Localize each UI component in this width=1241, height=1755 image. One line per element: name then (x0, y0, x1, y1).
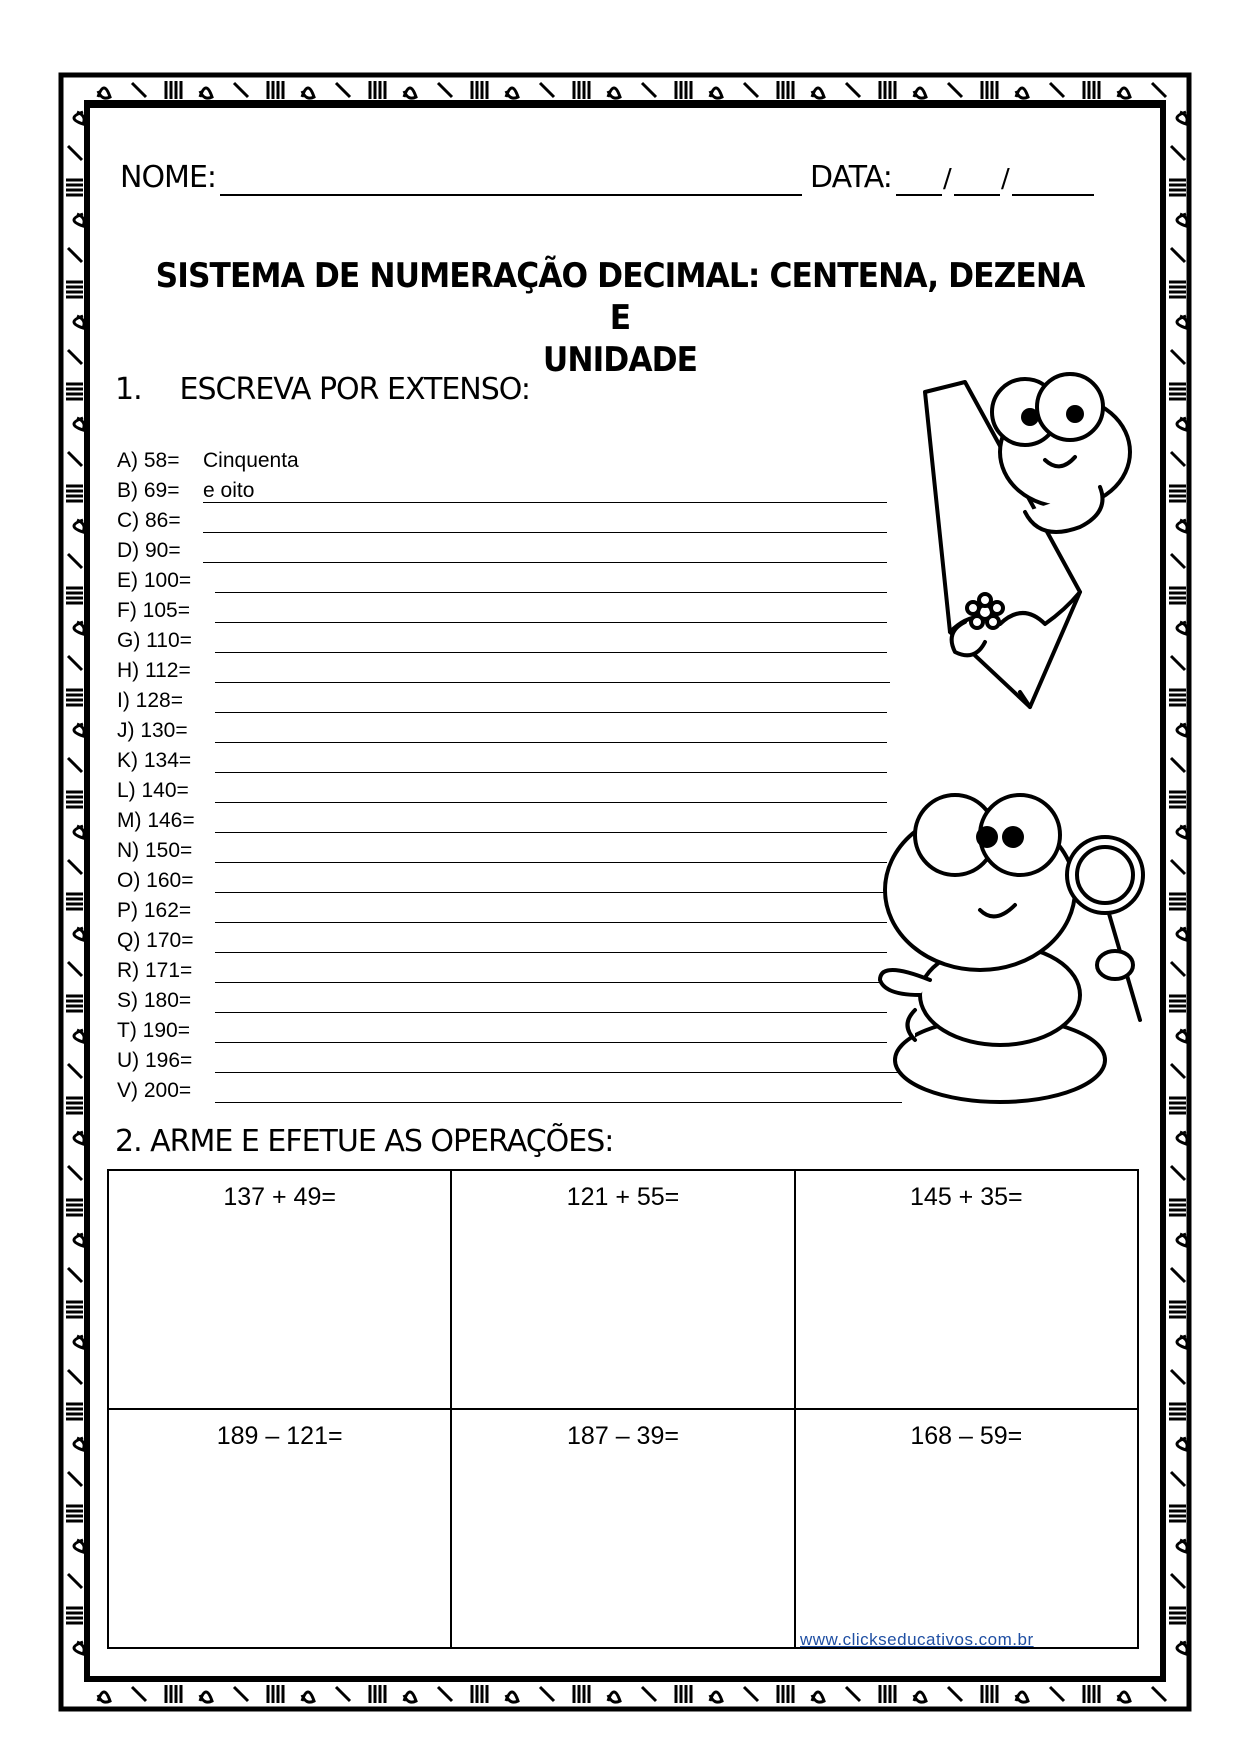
operation-label: 187 – 39= (567, 1422, 679, 1450)
item-label: U) 196= (117, 1049, 193, 1072)
website-link[interactable]: www.clickseducativos.com.br (800, 1630, 1034, 1649)
operations-table (107, 1169, 1139, 1649)
item-label: J) 130= (117, 719, 188, 742)
section-2-heading: 2. ARME E EFETUE AS OPERAÇÕES: (115, 1124, 614, 1159)
answer-line[interactable] (215, 652, 887, 653)
item-label: R) 171= (117, 959, 193, 982)
header-row (120, 160, 1120, 200)
answer-line[interactable] (215, 802, 887, 803)
operation-cell[interactable] (108, 1409, 451, 1648)
item-label: V) 200= (117, 1079, 192, 1102)
item-label: M) 146= (117, 809, 195, 832)
item-label: Q) 170= (117, 929, 194, 952)
date-day-field[interactable] (896, 194, 942, 196)
answer-line[interactable] (215, 1102, 902, 1103)
operation-cell[interactable] (795, 1409, 1138, 1648)
item-label: O) 160= (117, 869, 194, 892)
answer-line[interactable] (215, 982, 887, 983)
item-label: P) 162= (117, 899, 192, 922)
date-separator: / (1001, 164, 1009, 194)
answer-line[interactable] (215, 1042, 887, 1043)
operation-label: 137 + 49= (223, 1183, 336, 1211)
item-answer: Cinquenta e oito (203, 449, 299, 502)
answer-line[interactable] (215, 1072, 902, 1073)
operation-cell[interactable] (451, 1170, 794, 1409)
item-label: T) 190= (117, 1019, 190, 1042)
item-label: I) 128= (117, 689, 183, 712)
answer-line[interactable] (215, 592, 887, 593)
section-1-heading (115, 372, 530, 407)
answer-line[interactable] (215, 622, 887, 623)
answer-line[interactable] (215, 952, 887, 953)
answer-line[interactable] (215, 712, 887, 713)
operation-label: 189 – 121= (216, 1422, 343, 1450)
operation-label: 168 – 59= (910, 1422, 1023, 1450)
item-label: N) 150= (117, 839, 193, 862)
answer-line[interactable] (203, 562, 887, 563)
bug-with-magnifier-illustration (860, 780, 1155, 1110)
answer-line[interactable] (215, 742, 887, 743)
item-label: C) 86= (117, 509, 181, 532)
date-separator: / (943, 164, 951, 194)
item-label: L) 140= (117, 779, 189, 802)
section-number: 1. (115, 372, 142, 407)
section-title: ESCREVA POR EXTENSO: (179, 372, 530, 407)
answer-line[interactable] (203, 502, 887, 503)
answer-line[interactable] (215, 862, 887, 863)
data-label: DATA: (810, 160, 892, 195)
answer-line[interactable] (215, 922, 887, 923)
title-line-1: SISTEMA DE NUMERAÇÃO DECIMAL: CENTENA, DEZENA E (155, 256, 1085, 338)
answer-line[interactable] (215, 682, 890, 683)
answer-line[interactable] (215, 772, 887, 773)
operation-cell[interactable] (795, 1170, 1138, 1409)
operation-cell[interactable] (108, 1170, 451, 1409)
item-label: E) 100= (117, 569, 192, 592)
answer-line[interactable] (215, 892, 887, 893)
answer-line[interactable] (215, 1012, 887, 1013)
operation-cell[interactable] (451, 1409, 794, 1648)
item-label: D) 90= (117, 539, 181, 562)
item-label: G) 110= (117, 629, 192, 652)
item-label: F) 105= (117, 599, 190, 622)
item-label: S) 180= (117, 989, 192, 1012)
operation-label: 145 + 35= (910, 1183, 1023, 1211)
date-year-field[interactable] (1012, 194, 1094, 196)
operation-label: 121 + 55= (566, 1183, 680, 1211)
date-month-field[interactable] (954, 194, 1000, 196)
answer-line[interactable] (215, 832, 887, 833)
nome-field[interactable] (220, 194, 802, 196)
answer-line[interactable] (203, 532, 887, 533)
item-label: K) 134= (117, 749, 192, 772)
title-line-2: UNIDADE (542, 340, 698, 380)
item-label: A) 58= (117, 449, 180, 472)
nome-label: NOME: (120, 160, 217, 195)
item-label: H) 112= (117, 659, 191, 682)
pencil-character-illustration (905, 362, 1155, 712)
item-label: B) 69= (117, 479, 180, 502)
